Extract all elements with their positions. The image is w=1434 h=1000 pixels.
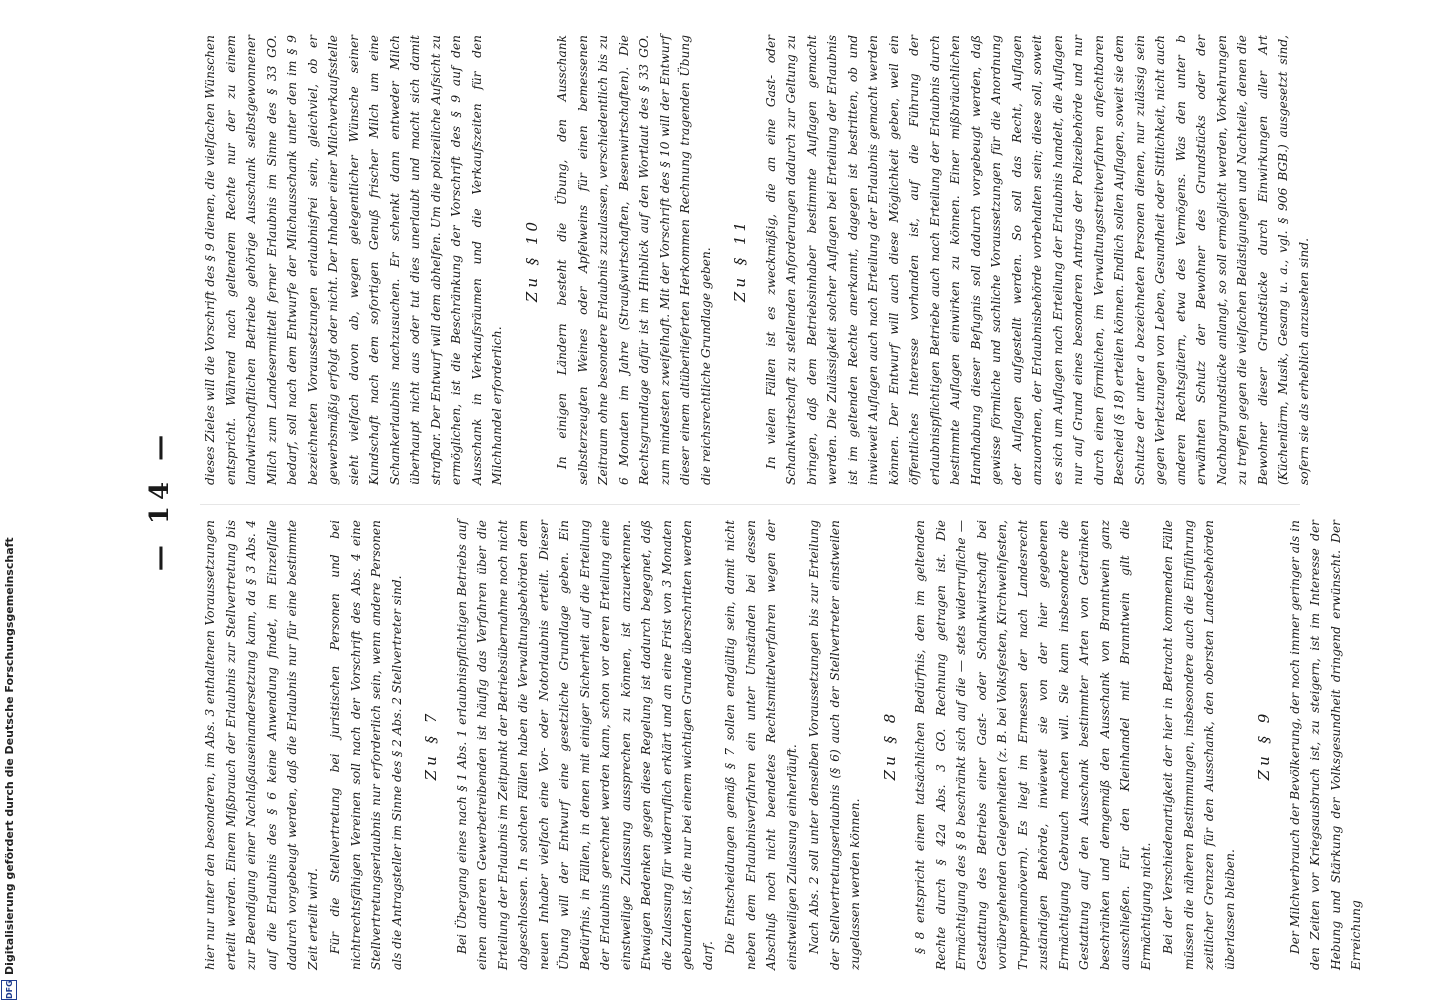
paragraph: § 8 entspricht einem tatsächlichen Bedürfnis, dem im geltenden Rechte durch § 42a Abs. 3 GO. Rechnung getragen ist. Die Ermächtigung des § 8 beschränkt sich auf die — stets widerrufliche — Gestattung des Betriebs einer Gast- oder Schankwirtschaft bei vorübergehenden Gelegenheiten (z. B. bei Volksfesten, Kirchweihfesten, Truppenmanövern). Es liegt im Ermessen der nach Landesrecht zuständigen Behörde, inwieweit sie von der hier gegebenen Ermächtigung Gebrauch machen will. Sie kann insbesondere die Gestattung auf den Ausschank bestimmter Arten von Getränken beschränken und demgemäß den Ausschank von Branntwein ganz ausschließen. Für den Kleinhandel mit Branntwein gilt die Ermächtigung nicht.	[913, 520, 1153, 970]
right-column	[200, 35, 1311, 485]
paragraph: In vielen Fällen ist es zweckmäßig, die an eine Gast- oder Schankwirtschaft zu stellenden Anforderungen dadurch zur Geltung zu bringen, daß dem Betriebsinhaber bestimmte Auflagen gemacht werden. Die Zulässigkeit solcher Auflagen bei Erteilung der Erlaubnis ist im geltenden Rechte anerkannt, dagegen ist bestritten, ob und inwieweit Auflagen auch nach Erteilung der Erlaubnis gemacht werden können. Der Entwurf will auch diese Möglichkeit geben, weil ein öffentliches Interesse vorhanden ist, auf die Führung der erlaubnispflichtigen Betriebe auch nach Erteilung der Erlaubnis durch bestimmte Auflagen einwirken zu können. Einer mißbräuchlichen Handhabung dieser Befugnis soll dadurch vorgebeugt werden, daß gewisse förmliche und sachliche Voraussetzungen für die Anordnung der Auflagen aufgestellt werden. So soll das Recht, Auflagen anzuordnen, der Erlaubnisbehörde vorbehalten sein; diese soll, soweit es sich um Auflagen nach Erteilung der Erlaubnis handelt, die Auflagen nur auf Grund eines besonderen Antrags der Polizeibehörde und nur durch einen förmlichen, im Verwaltungsstreitverfahren anfechtbaren Bescheid (§ 18) erteilen können. Endlich sollen Auflagen, soweit sie dem Schutze der unter a bezeichneten Personen dienen, nur zulässig sein gegen Verletzungen von Leben, Gesundheit oder Sittlichkeit, nicht auch anderen Rechtsgütern, etwa des Vermögens. Was den unter b erwähnten Schutz der Bewohner des Grundstücks oder der Nachbargrundstücke anlangt, so soll ermöglicht werden, Vorkehrungen zu treffen gegen die vielfachen Belästigungen und Nachteile, denen die Bewohner dieser Grundstücke durch Einwirkungen aller Art (Küchenlärm, Musik, Gesang u. a., vgl. § 906 BGB.) ausgesetzt sind, sofern sie als erheblich anzusehen sind.	[763, 35, 1311, 485]
page-number: — 14 —	[145, 428, 175, 572]
paragraph: hier nur unter den besonderen, im Abs. 3 enthaltenen Voraussetzungen erteilt werden. Einem Mißbrauch der Erlaubnis zur Stellvertretung bis zur Beendigung einer Nachlaßauseinandersetzung kann, da § 3 Abs. 4 auf die Erlaubnis des § 6 keine Anwendung findet, im Einzelfalle dadurch vorgebeugt werden, daß die Erlaubnis nur für eine bestimmte Zeit erteilt wird.	[203, 520, 320, 970]
section-heading-10: Zu § 10	[522, 217, 541, 303]
paragraph: Bei Übergang eines nach § 1 Abs. 1 erlaubnispflichtigen Betriebs auf einen anderen Gewerbetreibenden ist häufig das Verfahren über die Erteilung der Erlaubnis im Zeitpunkt der Betriebsübernahme noch nicht abgeschlossen. In solchen Fällen haben die Verwaltungsbehörden dem neuen Inhaber vielfach eine Vor- oder Notorlaubnis erteilt. Dieser Übung will der Entwurf eine gesetzliche Grundlage geben. Ein Bedürfnis, in Fällen, in denen mit einiger Sicherheit auf die Erteilung der Erlaubnis gerechnet werden kann, schon vor deren Erteilung eine einstweilige Zulassung aussprechen zu können, ist anzuerkennen. Etwaigen Bedenken gegen diese Regelung ist dadurch begegnet, daß die Zulassung für widerruflich erklärt und an eine Frist von 3 Monaten gebunden ist, die nur bei einem wichtigen Grunde überschritten werden darf.	[454, 520, 715, 970]
paragraph: Nach Abs. 2 soll unter denselben Voraussetzungen bis zur Erteilung der Stellvertretungserlaubnis (§ 6) auch der Stellvertreter einstweilen zugelassen werden können.	[807, 520, 862, 970]
dfg-logo: DFG	[1, 980, 17, 1000]
paragraph: dieses Zieles will die Vorschrift des § 9 dienen, die vielfachen Wünschen entspricht. Während nach geltendem Rechte nur der zu einem landwirtschaftlichen Betriebe gehörige Ausschank selbstgewonnener Milch zum Landesermittelt ferner Erlaubnis im Sinne des § 33 GO. bedarf, soll nach dem Entwurfe der Milchausschank unter den im § 9 bezeichneten Voraussetzungen erlaubnisfrei sein, gleichviel, ob er gewerbsmäßig erfolgt oder nicht. Der Inhaber einer Milchverkaufsstelle sieht vielfach davon ab, wegen gelegentlicher Wünsche seiner Kundschaft nach dem sofortigen Genuß frischer Milch um eine Schankerlaubnis nachzusuchen. Er schenkt dann entweder Milch überhaupt nicht aus oder tut dies unerlaubt und macht sich damit strafbar. Der Entwurf will dem abhelfen. Um die polizeiliche Aufsicht zu ermöglichen, ist die Beschränkung der Vorschrift des § 9 auf den Ausschank in Verkaufsräumen und die Verkaufszeiten für den Milchhandel erforderlich.	[203, 35, 504, 485]
section-heading-8: Zu § 8	[880, 709, 899, 781]
digitization-credit	[0, 0, 20, 1000]
column-divider	[200, 504, 1300, 505]
document-page	[100, 0, 1363, 1000]
paragraph: In einigen Ländern besteht die Übung, den Ausschank selbsterzeugten Weines oder Apfelweins für einen bemessenen Zeitraum ohne besondere Erlaubnis zuzulassen, verschiedentlich bis zu 6 Monaten im Jahre (Straußwirtschaften, Besenwirtschaften). Die Rechtsgrundlage dafür ist im Hinblick auf den Wortlaut des § 33 GO. zum mindesten zweifelhaft. Mit der Vorschrift des § 10 will der Entwurf dieser einem altüberlieferten Herkommen Rechnung tragenden Übung die reichsrechtliche Grundlage geben.	[555, 35, 713, 485]
credit-text: Digitalisierung gefördert durch die Deutsche Forschungsgemeinschaft	[3, 537, 16, 975]
paragraph: Bei der Verschiedenartigkeit der hier in Betracht kommenden Fälle müssen die näheren Bestimmungen, insbesondere auch die Einführung zeitlicher Grenzen für den Ausschank, den obersten Landesbehörden überlassen bleiben.	[1161, 520, 1237, 970]
paragraph: Die Entscheidungen gemäß § 7 sollen endgültig sein, damit nicht neben dem Erlaubnisverfahren ein unter Umständen bei dessen Abschluß noch nicht beendetes Rechtsmittelverfahren wegen der einstweiligen Zulassung einherläuft.	[723, 520, 799, 970]
section-heading-11: Zu § 11	[731, 217, 749, 303]
section-heading-7: Zu § 7	[422, 709, 440, 781]
section-heading-9: Zu § 9	[1255, 709, 1273, 781]
left-column	[200, 520, 1363, 970]
paragraph: Der Milchverbrauch der Bevölkerung, der noch immer geringer als in den Zeiten vor Kriegsausbruch ist, zu steigern, ist im Interesse der Hebung und Stärkung der Volksgesundheit dringend erwünscht. Der Erreichung	[1287, 520, 1363, 970]
paragraph: Für die Stellvertretung bei juristischen Personen und bei nichtrechtsfähigen Vereinen soll nach der Vorschrift des Abs. 4 eine Stellvertretungserlaubnis nur erforderlich sein, wenn andere Personen als die Antragsteller im Sinne des § 2 Abs. 2 Stellvertreter sind.	[328, 520, 404, 970]
